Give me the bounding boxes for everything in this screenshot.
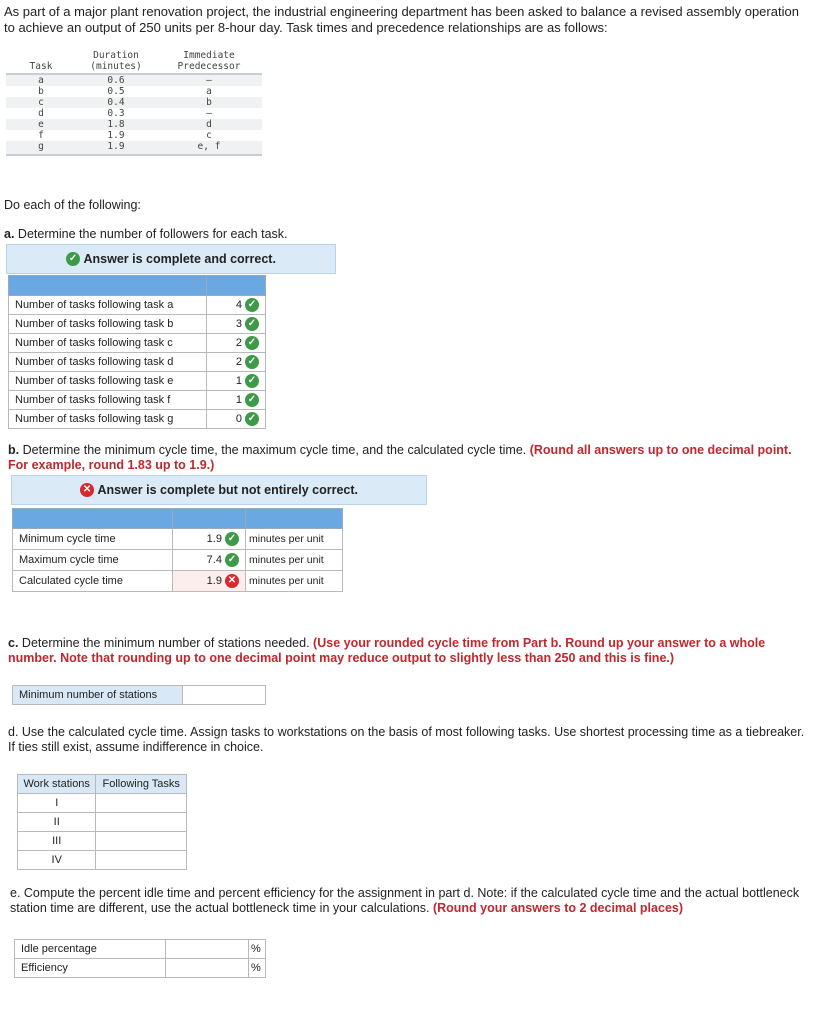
idle-input[interactable] — [166, 940, 249, 959]
table-header-row — [18, 775, 187, 794]
unit-label: minutes per unit — [246, 550, 343, 571]
calculated-cycle-input[interactable] — [173, 571, 246, 592]
part-c-prefix: c. — [8, 636, 19, 650]
answer-value: 3 — [235, 317, 242, 330]
table-row — [9, 296, 266, 315]
check-circle-icon: ✓ — [245, 412, 259, 426]
check-circle-icon: ✓ — [66, 252, 80, 266]
answer-cell-a[interactable] — [207, 296, 266, 315]
answer-value: 0 — [235, 412, 242, 425]
col-following-tasks: Following Tasks — [96, 775, 187, 794]
duration-cell: 1.9 — [76, 141, 156, 155]
pred-cell: b — [156, 97, 262, 108]
min-stations-input[interactable] — [183, 686, 266, 705]
answer-value: 2 — [235, 336, 242, 349]
station-label: I — [18, 794, 96, 813]
min-stations-label: Minimum number of stations — [13, 686, 183, 705]
table-row — [6, 108, 262, 119]
station-tasks-input[interactable] — [96, 832, 187, 851]
station-label: IV — [18, 851, 96, 870]
x-circle-icon: ✕ — [225, 574, 239, 588]
pred-cell: – — [206, 108, 212, 119]
answer-value: 1 — [235, 374, 242, 387]
col-task: Task — [6, 61, 76, 74]
check-circle-icon: ✓ — [225, 553, 239, 567]
part-a-text: Determine the number of followers for each task. — [17, 227, 288, 241]
row-label: Number of tasks following task g — [9, 410, 207, 429]
station-tasks-input[interactable] — [96, 794, 187, 813]
table-row — [13, 686, 266, 705]
task-cell: g — [6, 141, 76, 155]
answer-cell-d[interactable] — [207, 353, 266, 372]
answer-value: 1 — [235, 393, 242, 406]
row-label: Number of tasks following task f — [9, 391, 207, 410]
row-label: Number of tasks following task a — [9, 296, 207, 315]
part-d-question: d. Use the calculated cycle time. Assign tasks to workstations on the basis of most following tasks. Use shortest processing time as a tiebreaker. If ties still exist, assume indifference in choice. — [8, 725, 805, 754]
x-circle-icon: ✕ — [80, 483, 94, 497]
table-row — [9, 315, 266, 334]
part-e-text: e. Compute the percent idle time and percent efficiency for the assignment in part d. Note: if the calculated cycle time and the actual bottleneck station time are different, use the actual bottleneck time in your calculations. — [10, 886, 800, 915]
table-row — [9, 353, 266, 372]
check-circle-icon: ✓ — [225, 532, 239, 546]
row-label: Number of tasks following task d — [9, 353, 207, 372]
answer-cell-c[interactable] — [207, 334, 266, 353]
percent-unit: % — [249, 940, 266, 959]
table-row — [9, 334, 266, 353]
task-cell: a — [6, 74, 76, 86]
part-a-banner-text: Answer is complete and correct. — [83, 252, 276, 266]
row-label: Number of tasks following task c — [9, 334, 207, 353]
efficiency-input[interactable] — [166, 959, 249, 978]
min-cycle-input[interactable] — [173, 529, 246, 550]
part-a-prefix: a. — [4, 227, 15, 241]
station-label: II — [18, 813, 96, 832]
part-e-answer-table — [14, 939, 266, 978]
percent-unit: % — [249, 959, 266, 978]
part-b-instruction: (Round all answers up to one decimal point. For example, round 1.83 up to 1.9.) — [8, 443, 792, 472]
table-row — [6, 130, 262, 141]
pred-cell: – — [156, 74, 262, 86]
col-task-spacer — [6, 50, 76, 61]
table-row — [6, 86, 262, 97]
unit-label: minutes per unit — [246, 529, 343, 550]
table-row — [9, 372, 266, 391]
part-b-prefix: b. — [8, 443, 20, 457]
table-row — [18, 832, 187, 851]
check-circle-icon: ✓ — [245, 374, 259, 388]
task-cell: e — [6, 119, 76, 130]
station-tasks-input[interactable] — [96, 851, 187, 870]
col-pred-line1: Immediate — [183, 50, 235, 61]
table-row — [18, 851, 187, 870]
task-cell: b — [38, 86, 44, 97]
unit-label: minutes per unit — [246, 571, 343, 592]
answer-cell-f[interactable] — [207, 391, 266, 410]
part-c-question — [8, 636, 808, 666]
table-row — [6, 141, 262, 155]
answer-cell-g[interactable] — [207, 410, 266, 429]
part-c-answer-table — [12, 685, 266, 705]
table-row — [6, 74, 262, 86]
table-row — [15, 959, 266, 978]
answer-value: 1.9 — [206, 574, 222, 587]
table-row — [13, 571, 343, 592]
answer-value: 1.9 — [206, 532, 222, 545]
table-row — [13, 550, 343, 571]
part-b-result-banner — [11, 475, 427, 505]
answer-cell-b[interactable] — [207, 315, 266, 334]
part-a-result-banner — [6, 244, 336, 274]
table-header-row — [9, 276, 266, 296]
pred-cell: d — [156, 119, 262, 130]
col-work-stations: Work stations — [18, 775, 96, 794]
duration-cell: 0.4 — [76, 97, 156, 108]
duration-cell: 0.3 — [107, 108, 125, 119]
idle-label: Idle percentage — [15, 940, 166, 959]
part-b-question — [8, 443, 798, 473]
table-row — [6, 119, 262, 130]
table-row — [18, 794, 187, 813]
problem-intro: As part of a major plant renovation project, the industrial engineering department has been asked to balance a revised assembly operation to achieve an output of 250 units per 8-hour day. Task times and precedence relationships are as follows: — [4, 4, 799, 35]
workstation-table — [17, 774, 187, 870]
part-b-answer-table — [12, 508, 343, 592]
check-circle-icon: ✓ — [245, 355, 259, 369]
row-label: Maximum cycle time — [13, 550, 173, 571]
duration-cell: 1.8 — [76, 119, 156, 130]
check-circle-icon: ✓ — [245, 298, 259, 312]
row-label: Minimum cycle time — [13, 529, 173, 550]
pred-cell: c — [206, 130, 212, 141]
task-cell: d — [38, 108, 44, 119]
pred-cell: a — [206, 86, 212, 97]
duration-cell: 0.6 — [76, 74, 156, 86]
task-cell: c — [6, 97, 76, 108]
row-label: Calculated cycle time — [13, 571, 173, 592]
part-b-text: Determine the minimum cycle time, the maximum cycle time, and the calculated cycle time. — [22, 443, 527, 457]
max-cycle-input[interactable] — [173, 550, 246, 571]
answer-value: 7.4 — [206, 553, 222, 566]
check-circle-icon: ✓ — [245, 336, 259, 350]
table-row — [6, 97, 262, 108]
answer-cell-e[interactable] — [207, 372, 266, 391]
pred-cell: e, f — [156, 141, 262, 155]
part-c-text: Determine the minimum number of stations needed. — [21, 636, 310, 650]
table-row — [9, 410, 266, 429]
table-header-row — [13, 509, 343, 529]
task-cell: f — [38, 130, 44, 141]
station-tasks-input[interactable] — [96, 813, 187, 832]
precedence-table — [6, 50, 262, 156]
part-c-instruction: (Use your rounded cycle time from Part b. Round up your answer to a whole number. Note that rounding up to one decimal point may reduce output to slightly less than 250 and this is fine.) — [8, 636, 766, 665]
row-label: Number of tasks following task e — [9, 372, 207, 391]
row-label: Number of tasks following task b — [9, 315, 207, 334]
efficiency-label: Efficiency — [15, 959, 166, 978]
part-e-instruction: (Round your answers to 2 decimal places) — [432, 901, 684, 915]
col-duration-line2: (minutes) — [76, 61, 156, 74]
duration-cell: 0.5 — [107, 86, 125, 97]
part-a-question — [4, 227, 288, 242]
answer-value: 2 — [235, 355, 242, 368]
check-circle-icon: ✓ — [245, 317, 259, 331]
duration-cell: 1.9 — [107, 130, 125, 141]
check-circle-icon: ✓ — [245, 393, 259, 407]
part-e-question — [10, 886, 810, 916]
part-b-banner-text: Answer is complete but not entirely correct. — [97, 483, 358, 497]
table-row — [13, 529, 343, 550]
table-row — [18, 813, 187, 832]
part-a-answer-table — [8, 275, 266, 429]
col-duration-line1: Duration — [93, 50, 139, 61]
table-row — [9, 391, 266, 410]
answer-value: 4 — [235, 298, 242, 311]
table-row — [15, 940, 266, 959]
col-pred-line2: Predecessor — [156, 61, 262, 74]
do-each-heading: Do each of the following: — [4, 198, 141, 212]
station-label: III — [18, 832, 96, 851]
